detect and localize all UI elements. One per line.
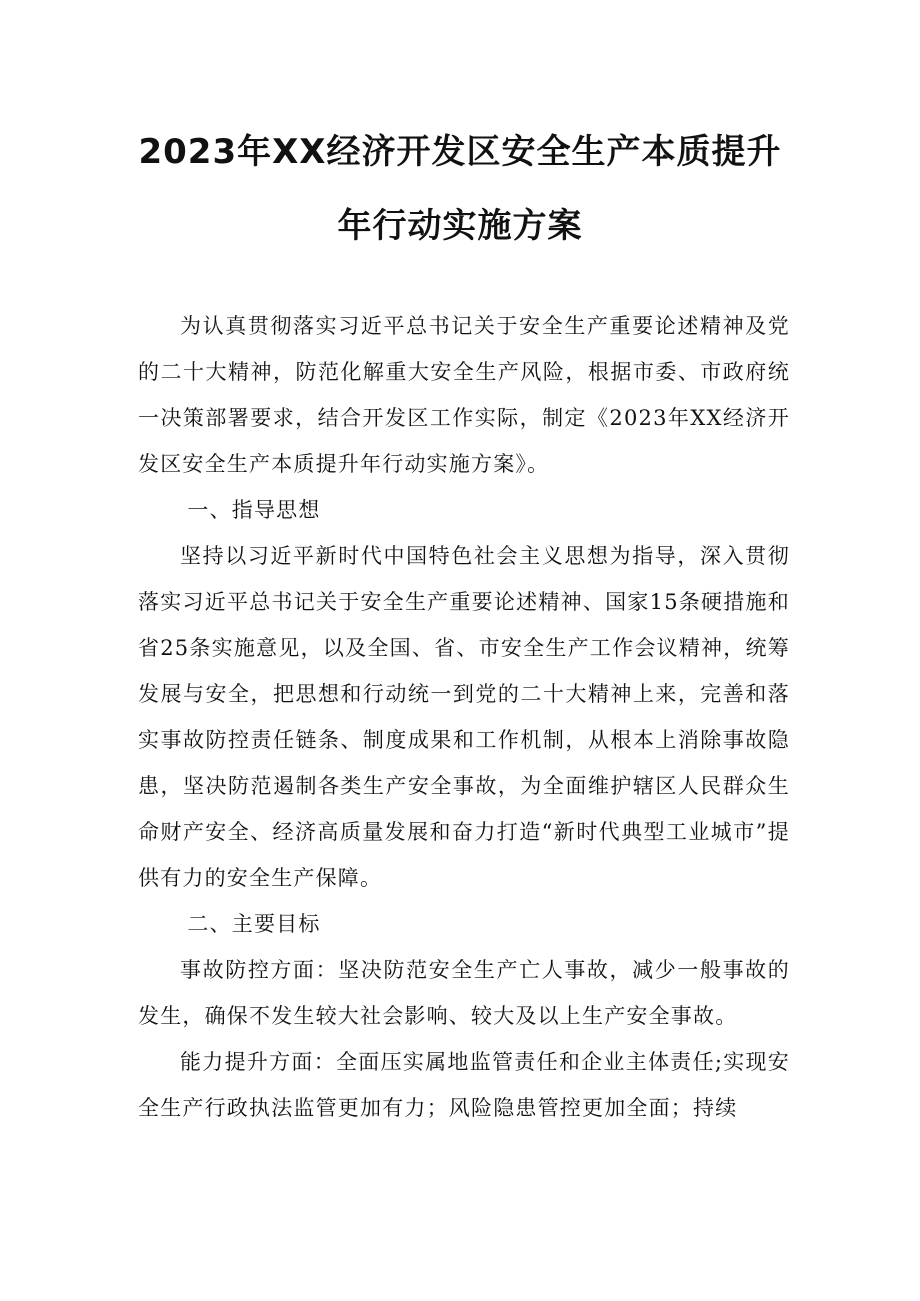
document-title-line-2: 年行动实施方案 — [337, 206, 583, 246]
section-heading-guiding-ideology: 一、指导思想 — [187, 498, 321, 522]
accident-prevention-paragraph: 事故防控方面：坚决防范安全生产亡人事故，减少一般事故的发生，确保不发生较大社会影响、较大及以上生产安全事故。 — [138, 958, 790, 1028]
document-title-line-1: 2023年XX经济开发区安全生产本质提升 — [138, 132, 782, 172]
document-body — [138, 303, 790, 1131]
section-heading-main-goals: 二、主要目标 — [187, 912, 321, 936]
capacity-improvement-paragraph: 能力提升方面：全面压实属地监管责任和企业主体责任;实现安全生产行政执法监管更加有力；风险隐患管控更加全面；持续 — [138, 1050, 790, 1120]
guiding-ideology-paragraph: 坚持以习近平新时代中国特色社会主义思想为指导，深入贯彻落实习近平总书记关于安全生产重要论述精神、国家15条硬措施和省25条实施意见，以及全国、省、市安全生产工作会议精神，统筹发展与安全，把思想和行动统一到党的二十大精神上来，完善和落实事故防控责任链条、制度成果和工作机制，从根本上消除事故隐患，坚决防范遏制各类生产安全事故，为全面维护辖区人民群众生命财产安全、经济高质量发展和奋力打造“新时代典型工业城市”提供有力的安全生产保障。 — [138, 544, 790, 890]
intro-paragraph: 为认真贯彻落实习近平总书记关于安全生产重要论述精神及党的二十大精神，防范化解重大安全生产风险，根据市委、市政府统一决策部署要求，结合开发区工作实际，制定《2023年XX经济开发区安全生产本质提升年行动实施方案》。 — [138, 314, 790, 476]
